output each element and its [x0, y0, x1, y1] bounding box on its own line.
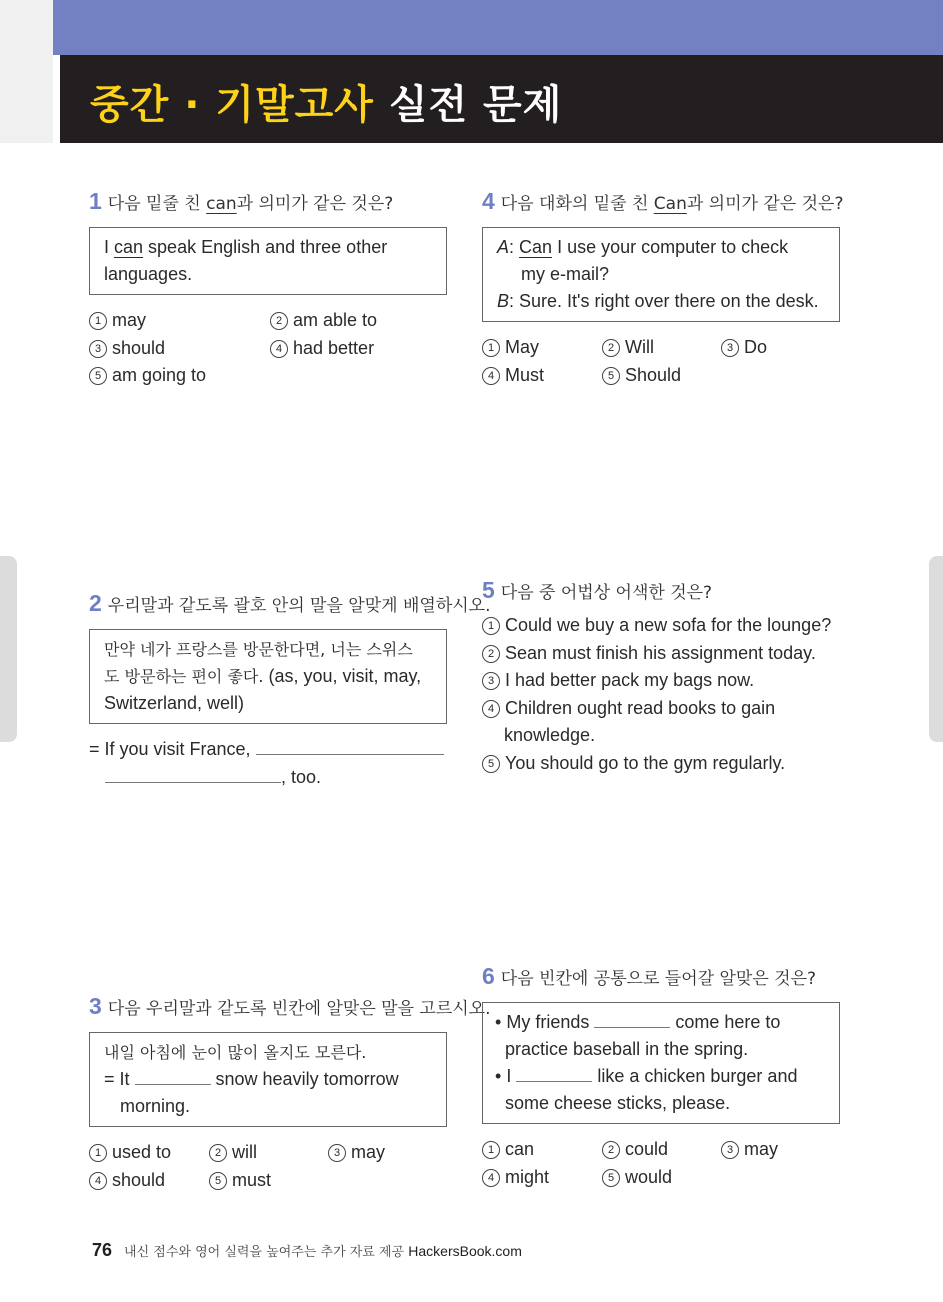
- question-6-box: • My friends come here to practice baseball in the spring. • I like a chicken burger and some cheese sticks, please.: [482, 1002, 840, 1124]
- circle-number-icon: 5: [482, 755, 500, 773]
- question-5-options: [482, 612, 852, 777]
- option-5[interactable]: 5 You should go to the gym regularly.: [482, 750, 852, 778]
- question-2-prompt: 2 우리말과 같도록 괄호 안의 말을 알맞게 배열하시오.: [89, 590, 491, 616]
- footer-site-link[interactable]: HackersBook.com: [408, 1243, 522, 1259]
- option-1[interactable]: 1 can: [482, 1136, 534, 1164]
- question-number: 3: [89, 993, 102, 1019]
- circle-number-icon: 2: [482, 645, 500, 663]
- option-2[interactable]: 2 will: [209, 1139, 257, 1167]
- footer-text: 내신 점수와 영어 실력을 높여주는 추가 자료 제공: [124, 1245, 405, 1260]
- option-2[interactable]: 2 Sean must finish his assignment today.: [482, 640, 852, 668]
- option-2[interactable]: 2 Will: [602, 334, 654, 362]
- circle-number-icon: 1: [482, 617, 500, 635]
- option-2[interactable]: 2 am able to: [270, 307, 377, 335]
- option-5[interactable]: 5 Should: [602, 362, 681, 390]
- page-footer: [92, 1240, 522, 1261]
- option-3[interactable]: 3 should: [89, 335, 165, 363]
- page-title: [90, 73, 562, 130]
- option-1[interactable]: 1 Could we buy a new sofa for the lounge?: [482, 612, 852, 640]
- question-1-box: I can speak English and three other languages.: [89, 227, 447, 295]
- question-5-prompt: 5 다음 중 어법상 어색한 것은?: [482, 577, 713, 603]
- question-1-prompt: 1 다음 밑줄 친 can과 의미가 같은 것은?: [89, 188, 394, 214]
- circle-number-icon: 4: [482, 1169, 500, 1187]
- circle-number-icon: 4: [270, 340, 288, 358]
- option-3[interactable]: 3 Do: [721, 334, 767, 362]
- circle-number-icon: 1: [482, 1141, 500, 1159]
- option-5[interactable]: 5 would: [602, 1164, 672, 1192]
- title-highlight: 중간 · 기말고사: [90, 82, 374, 128]
- circle-number-icon: 1: [482, 339, 500, 357]
- question-3: [89, 993, 491, 1194]
- circle-number-icon: 4: [482, 367, 500, 385]
- question-2-answer: = If you visit France,: [89, 736, 447, 764]
- header-side-strip: [0, 0, 53, 143]
- option-4[interactable]: 4 had better: [270, 335, 374, 363]
- question-4-prompt: 4 다음 대화의 밑줄 친 Can과 의미가 같은 것은?: [482, 188, 844, 214]
- option-4[interactable]: 4 Must: [482, 362, 544, 390]
- question-1: [89, 188, 447, 390]
- question-3-prompt: 3 다음 우리말과 같도록 빈칸에 알맞은 말을 고르시오.: [89, 993, 491, 1019]
- question-5: [482, 577, 852, 777]
- question-2-box: 만약 네가 프랑스를 방문한다면, 너는 스위스 도 방문하는 편이 좋다. (as, you, visit, may, Switzerland, well): [89, 629, 447, 724]
- question-1-options: [89, 307, 447, 390]
- circle-number-icon: 2: [602, 1141, 620, 1159]
- page-edge-tab-right: [929, 556, 943, 742]
- option-4[interactable]: 4 should: [89, 1167, 165, 1195]
- circle-number-icon: 3: [89, 340, 107, 358]
- title-rest: 실전 문제: [388, 82, 563, 128]
- answer-blank[interactable]: [105, 782, 281, 783]
- answer-blank: [135, 1084, 211, 1085]
- header-band: [0, 0, 943, 55]
- circle-number-icon: 5: [602, 1169, 620, 1187]
- option-5[interactable]: 5 am going to: [89, 362, 206, 390]
- page-number: 76: [92, 1240, 113, 1260]
- circle-number-icon: 1: [89, 312, 107, 330]
- option-3[interactable]: 3 may: [721, 1136, 778, 1164]
- circle-number-icon: 5: [602, 367, 620, 385]
- option-1[interactable]: 1 may: [89, 307, 146, 335]
- circle-number-icon: 4: [89, 1172, 107, 1190]
- circle-number-icon: 1: [89, 1144, 107, 1162]
- option-3[interactable]: 3 may: [328, 1139, 385, 1167]
- question-4-dialogue-box: A: Can I use your computer to check my e-mail? B: Sure. It's right over there on the desk.: [482, 227, 840, 322]
- question-number: 1: [89, 188, 102, 214]
- question-number: 2: [89, 590, 102, 616]
- option-3[interactable]: 3 I had better pack my bags now.: [482, 667, 852, 695]
- question-number: 5: [482, 577, 495, 603]
- question-4: [482, 188, 844, 389]
- question-3-box: 내일 아침에 눈이 많이 올지도 모른다. = It snow heavily tomorrow morning.: [89, 1032, 447, 1127]
- circle-number-icon: 5: [209, 1172, 227, 1190]
- circle-number-icon: 2: [602, 339, 620, 357]
- circle-number-icon: 3: [328, 1144, 346, 1162]
- circle-number-icon: 3: [721, 1141, 739, 1159]
- question-6-options: [482, 1136, 840, 1191]
- page-edge-tab-left: [0, 556, 17, 742]
- circle-number-icon: 2: [270, 312, 288, 330]
- question-4-options: [482, 334, 840, 389]
- option-4-continuation: knowledge.: [504, 725, 596, 745]
- circle-number-icon: 4: [482, 700, 500, 718]
- circle-number-icon: 3: [482, 672, 500, 690]
- answer-blank[interactable]: [256, 754, 444, 755]
- question-3-options: [89, 1139, 447, 1194]
- question-2: 2 우리말과 같도록 괄호 안의 말을 알맞게 배열하시오. 만약 네가 프랑스를 방문한다면, 너는 스위스 도 방문하는 편이 좋다. (as, you, visit, may, Switzerland, well) = If you visit France, , too.: [89, 590, 491, 787]
- circle-number-icon: 3: [721, 339, 739, 357]
- option-1[interactable]: 1 May: [482, 334, 539, 362]
- option-2[interactable]: 2 could: [602, 1136, 668, 1164]
- question-number: 4: [482, 188, 495, 214]
- answer-blank: [516, 1081, 592, 1082]
- option-1[interactable]: 1 used to: [89, 1139, 171, 1167]
- question-6: [482, 963, 840, 1191]
- answer-blank: [594, 1027, 670, 1028]
- title-bar: [60, 55, 943, 143]
- circle-number-icon: 2: [209, 1144, 227, 1162]
- circle-number-icon: 5: [89, 367, 107, 385]
- question-6-prompt: 6 다음 빈칸에 공통으로 들어갈 알맞은 것은?: [482, 963, 817, 989]
- option-4[interactable]: 4 Children ought read books to gain: [482, 695, 852, 723]
- option-5[interactable]: 5 must: [209, 1167, 271, 1195]
- question-number: 6: [482, 963, 495, 989]
- option-4[interactable]: 4 might: [482, 1164, 549, 1192]
